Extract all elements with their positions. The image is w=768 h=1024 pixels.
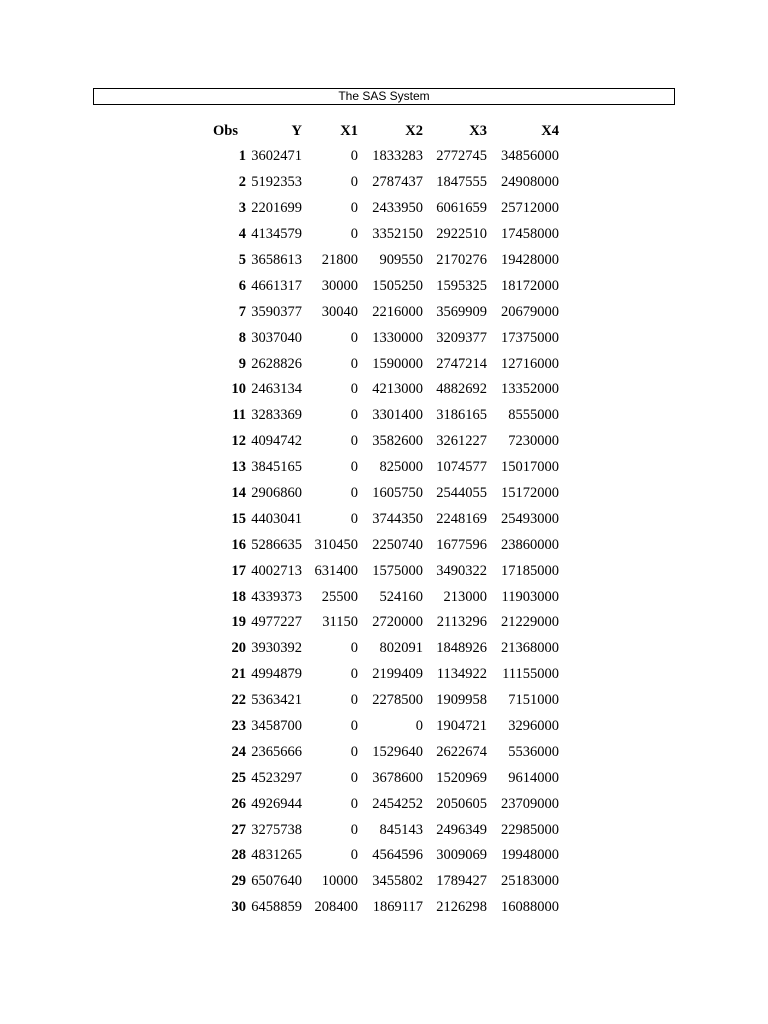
column-header-obs: Obs: [213, 122, 238, 139]
cell-y: 5363421: [251, 692, 302, 709]
cell-x1: 0: [350, 795, 358, 812]
cell-y: 2906860: [251, 485, 302, 502]
cell-x2: 3582600: [372, 433, 423, 450]
cell-x1: 0: [350, 640, 358, 657]
cell-x2: 1529640: [372, 743, 423, 760]
cell-x2: 2216000: [372, 303, 423, 320]
table-row: [196, 739, 559, 765]
cell-x4: 34856000: [501, 148, 559, 165]
cell-obs: 17: [231, 562, 246, 579]
cell-x4: 21368000: [501, 640, 559, 657]
cell-y: 6507640: [251, 873, 302, 890]
cell-obs: 2: [238, 174, 246, 191]
cell-x4: 17185000: [501, 562, 559, 579]
cell-x4: 24908000: [501, 174, 559, 191]
cell-x3: 1909958: [436, 692, 487, 709]
cell-y: 3602471: [251, 148, 302, 165]
table-row: [196, 481, 559, 507]
cell-x3: 2170276: [436, 252, 487, 268]
cell-x4: 23709000: [501, 795, 559, 812]
cell-obs: 29: [231, 873, 246, 890]
cell-x1: 0: [350, 692, 358, 709]
cell-x3: 2113296: [436, 614, 487, 631]
cell-y: 4926944: [251, 795, 302, 812]
cell-x4: 5536000: [508, 743, 559, 760]
cell-x3: 2050605: [436, 795, 487, 812]
cell-x1: 0: [350, 769, 358, 786]
cell-x3: 2126298: [436, 899, 487, 916]
cell-y: 2463134: [251, 381, 302, 398]
cell-y: 3458700: [251, 718, 302, 735]
cell-x4: 7230000: [508, 433, 559, 450]
cell-obs: 1: [238, 148, 246, 165]
cell-x2: 2454252: [372, 795, 423, 812]
cell-obs: 23: [231, 718, 246, 735]
cell-x2: 1605750: [372, 485, 423, 502]
cell-x4: 25712000: [501, 200, 559, 217]
cell-obs: 21: [231, 666, 246, 683]
cell-x2: 1575000: [372, 562, 423, 579]
cell-x1: 310450: [314, 536, 358, 553]
cell-y: 4523297: [251, 769, 302, 786]
cell-x4: 19428000: [501, 252, 559, 268]
cell-x3: 1595325: [436, 277, 487, 294]
cell-x3: 1520969: [436, 769, 487, 786]
cell-x1: 0: [350, 743, 358, 760]
cell-x4: 16088000: [501, 899, 559, 916]
cell-y: 3037040: [251, 329, 302, 346]
cell-x1: 0: [350, 381, 358, 398]
cell-obs: 26: [231, 795, 246, 812]
cell-x1: 10000: [321, 873, 358, 890]
cell-x4: 25493000: [501, 510, 559, 527]
cell-x3: 1677596: [436, 536, 487, 553]
column-header-x2: X2: [405, 122, 423, 139]
cell-x2: 845143: [379, 821, 423, 838]
cell-x2: 1330000: [372, 329, 423, 346]
cell-obs: 24: [231, 743, 246, 760]
cell-x3: 2922510: [436, 226, 487, 243]
cell-obs: 19: [231, 614, 246, 631]
cell-x4: 18172000: [501, 277, 559, 294]
cell-x3: 2248169: [436, 510, 487, 527]
cell-x2: 802091: [379, 640, 423, 657]
cell-x4: 25183000: [501, 873, 559, 890]
cell-x1: 0: [350, 459, 358, 476]
cell-obs: 8: [238, 329, 246, 346]
table-row: [196, 610, 559, 636]
table-row: [196, 144, 559, 170]
cell-x1: 0: [350, 148, 358, 165]
cell-x4: 7151000: [508, 692, 559, 709]
cell-x2: 0: [415, 718, 423, 735]
cell-x1: 0: [350, 355, 358, 372]
table-row: [196, 248, 559, 274]
cell-y: 4994879: [251, 666, 302, 683]
cell-x2: 2278500: [372, 692, 423, 709]
cell-x2: 2199409: [372, 666, 423, 683]
cell-x3: 1848926: [436, 640, 487, 657]
cell-y: 3275738: [251, 821, 302, 838]
table-row: [196, 636, 559, 662]
cell-x1: 631400: [314, 562, 358, 579]
cell-obs: 22: [231, 692, 246, 709]
column-header-x4: X4: [541, 122, 559, 139]
cell-obs: 27: [231, 821, 246, 838]
cell-x1: 0: [350, 174, 358, 191]
cell-y: 4977227: [251, 614, 302, 631]
cell-y: 4094742: [251, 433, 302, 450]
table-row: [196, 273, 559, 299]
cell-x3: 3490322: [436, 562, 487, 579]
cell-y: 4831265: [251, 847, 302, 864]
cell-obs: 13: [231, 459, 246, 476]
cell-obs: 16: [231, 536, 246, 553]
cell-y: 5286635: [251, 536, 302, 553]
cell-obs: 11: [232, 407, 246, 424]
cell-x2: 3301400: [372, 407, 423, 424]
cell-x2: 825000: [379, 459, 423, 476]
cell-y: 4002713: [251, 562, 302, 579]
cell-x1: 0: [350, 329, 358, 346]
cell-x2: 1590000: [372, 355, 423, 372]
cell-x4: 12716000: [501, 355, 559, 372]
table-row: [196, 869, 559, 895]
cell-x1: 30040: [321, 303, 358, 320]
cell-x4: 15172000: [501, 485, 559, 502]
cell-x4: 13352000: [501, 381, 559, 398]
cell-y: 3590377: [251, 303, 302, 320]
table-row: [196, 843, 559, 869]
table-row: [196, 765, 559, 791]
cell-obs: 9: [238, 355, 246, 372]
cell-x1: 0: [350, 821, 358, 838]
table-row: [196, 222, 559, 248]
cell-x2: 1505250: [372, 277, 423, 294]
table-row: [196, 170, 559, 196]
table-row: [196, 662, 559, 688]
cell-x4: 3296000: [508, 718, 559, 735]
table-row: [196, 791, 559, 817]
cell-obs: 20: [231, 640, 246, 657]
cell-x3: 2747214: [436, 355, 487, 372]
cell-x4: 9614000: [508, 769, 559, 786]
cell-x1: 0: [350, 847, 358, 864]
cell-obs: 15: [231, 510, 246, 527]
cell-y: 4403041: [251, 510, 302, 527]
cell-obs: 4: [238, 226, 246, 243]
cell-x4: 11155000: [502, 666, 559, 683]
cell-obs: 3: [238, 200, 246, 217]
table-row: [196, 817, 559, 843]
cell-x1: 21800: [321, 252, 358, 268]
cell-y: 2365666: [251, 743, 302, 760]
cell-obs: 12: [231, 433, 246, 450]
table-row: [196, 429, 559, 455]
cell-y: 3845165: [251, 459, 302, 476]
cell-x1: 208400: [314, 899, 358, 916]
cell-x3: 4882692: [436, 381, 487, 398]
cell-obs: 25: [231, 769, 246, 786]
cell-obs: 28: [231, 847, 246, 864]
cell-x2: 2250740: [372, 536, 423, 553]
cell-x1: 31150: [322, 614, 358, 631]
data-table: [196, 118, 559, 921]
cell-y: 6458859: [251, 899, 302, 916]
table-row: [196, 325, 559, 351]
cell-y: 4339373: [251, 588, 302, 605]
cell-x1: 0: [350, 510, 358, 527]
cell-x1: 30000: [321, 277, 358, 294]
table-row: [196, 377, 559, 403]
cell-x4: 15017000: [501, 459, 559, 476]
cell-y: 3658613: [251, 252, 302, 268]
cell-x3: 1847555: [436, 174, 487, 191]
cell-x4: 11903000: [501, 588, 559, 605]
cell-obs: 6: [238, 277, 246, 294]
report-title: The SAS System: [93, 88, 675, 105]
cell-x2: 2433950: [372, 200, 423, 217]
cell-x3: 3209377: [436, 329, 487, 346]
cell-y: 5192353: [251, 174, 302, 191]
cell-x2: 909550: [379, 252, 423, 268]
cell-x3: 6061659: [436, 200, 487, 217]
cell-obs: 18: [231, 588, 246, 605]
cell-x3: 1074577: [436, 459, 487, 476]
column-header-x1: X1: [340, 122, 358, 139]
table-row: [196, 532, 559, 558]
cell-x2: 3352150: [372, 226, 423, 243]
cell-x3: 3009069: [436, 847, 487, 864]
cell-x3: 1134922: [436, 666, 487, 683]
column-header-y: Y: [291, 122, 302, 139]
cell-x1: 0: [350, 718, 358, 735]
cell-x4: 17458000: [501, 226, 559, 243]
cell-x2: 3455802: [372, 873, 423, 890]
cell-obs: 30: [231, 899, 246, 916]
cell-x4: 8555000: [508, 407, 559, 424]
cell-obs: 14: [231, 485, 246, 502]
cell-x1: 0: [350, 407, 358, 424]
cell-x3: 1789427: [436, 873, 487, 890]
cell-y: 2628826: [251, 355, 302, 372]
table-row: [196, 196, 559, 222]
cell-x4: 22985000: [501, 821, 559, 838]
cell-x2: 2787437: [372, 174, 423, 191]
cell-x1: 25500: [321, 588, 358, 605]
cell-x2: 3678600: [372, 769, 423, 786]
cell-obs: 10: [231, 381, 246, 398]
cell-x2: 4564596: [372, 847, 423, 864]
table-row: [196, 558, 559, 584]
cell-x1: 0: [350, 485, 358, 502]
cell-obs: 5: [238, 252, 246, 268]
cell-x3: 3261227: [436, 433, 487, 450]
cell-x4: 23860000: [501, 536, 559, 553]
cell-x3: 213000: [443, 588, 487, 605]
cell-x4: 21229000: [501, 614, 559, 631]
cell-x3: 3569909: [436, 303, 487, 320]
cell-x4: 17375000: [501, 329, 559, 346]
cell-y: 4134579: [251, 226, 302, 243]
cell-x3: 3186165: [436, 407, 487, 424]
cell-x4: 19948000: [501, 847, 559, 864]
column-header-x3: X3: [469, 122, 487, 139]
cell-x1: 0: [350, 226, 358, 243]
table-row: [196, 455, 559, 481]
table-row: [196, 584, 559, 610]
cell-obs: 7: [238, 303, 246, 320]
cell-x2: 3744350: [372, 510, 423, 527]
cell-y: 4661317: [251, 277, 302, 294]
table-row: [196, 299, 559, 325]
cell-x3: 1904721: [436, 718, 487, 735]
cell-y: 3930392: [251, 640, 302, 657]
table-row: [196, 506, 559, 532]
table-row: [196, 895, 559, 921]
table-row: [196, 403, 559, 429]
table-row: [196, 351, 559, 377]
table-body: [196, 144, 559, 921]
cell-x3: 2496349: [436, 821, 487, 838]
cell-y: 3283369: [251, 407, 302, 424]
cell-x2: 2720000: [372, 614, 423, 631]
cell-x1: 0: [350, 200, 358, 217]
table-row: [196, 714, 559, 740]
cell-x1: 0: [350, 433, 358, 450]
cell-x3: 2772745: [436, 148, 487, 165]
table-header-row: [196, 118, 559, 144]
cell-x2: 524160: [379, 588, 423, 605]
cell-x2: 1833283: [372, 148, 423, 165]
cell-x3: 2622674: [436, 743, 487, 760]
cell-x2: 1869117: [372, 899, 423, 916]
cell-x4: 20679000: [501, 303, 559, 320]
cell-x3: 2544055: [436, 485, 487, 502]
cell-x1: 0: [350, 666, 358, 683]
cell-y: 2201699: [251, 200, 302, 217]
table-row: [196, 688, 559, 714]
cell-x2: 4213000: [372, 381, 423, 398]
